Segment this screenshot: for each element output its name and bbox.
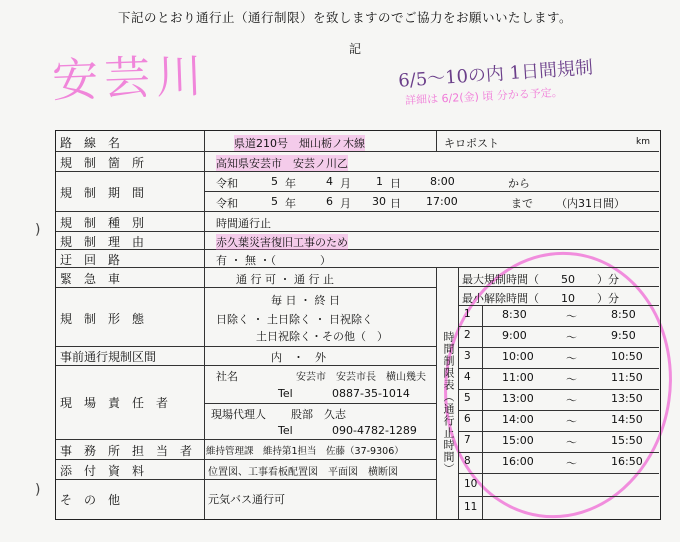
slot-end: 11:50 (611, 371, 643, 384)
period-start-m: 月 (340, 177, 351, 190)
slot-number: 8 (464, 455, 471, 467)
period-end-month: 6 (326, 195, 333, 208)
label-attach: 添 付 資 料 (60, 464, 145, 478)
ki-mark: 記 (349, 42, 362, 56)
handwritten-note: 6/5〜10の内 1日間規制 (397, 57, 594, 92)
period-end-era: 令和 (216, 197, 238, 210)
company-label: 社名 (216, 370, 238, 383)
kilopost-label: キロポスト (444, 137, 499, 150)
label-road: 路 線 名 (60, 136, 121, 150)
handwritten-subnote: 詳細は 6/2(金) 頃 分かる予定。 (404, 85, 564, 108)
company-value: 安芸市 安芸市長 横山幾夫 (296, 372, 426, 383)
label-detour: 迂 回 路 (60, 253, 121, 267)
label-other: そ の 他 (60, 493, 121, 507)
period-end-suffix: まで (511, 197, 533, 210)
period-start-y: 年 (285, 177, 296, 190)
slot-end: 14:50 (611, 413, 643, 426)
period-end-m: 月 (340, 197, 351, 210)
tel-label: Tel (278, 387, 293, 400)
slot-start: 8:30 (502, 308, 527, 321)
period-end-day: 30 (372, 195, 386, 208)
intro-text: 下記のとおり通行止（通行制限）を致しますのでご協力をお願いいたします。 (118, 10, 573, 25)
slot-end: 8:50 (611, 308, 636, 321)
slot-start: 10:00 (502, 350, 534, 363)
period-start-time: 8:00 (430, 175, 455, 188)
margin-bracket: ) (35, 222, 41, 238)
agent-value: 股部 久志 (291, 408, 346, 421)
slot-start: 14:00 (502, 413, 534, 426)
period-days: （内31日間） (556, 197, 625, 210)
office-value: 維持管理課 維持第1担当 佐藤（37-9306） (206, 446, 404, 457)
type-value: 時間通行止 (216, 217, 271, 230)
period-end-y: 年 (285, 197, 296, 210)
label-period: 規 制 期 間 (60, 186, 145, 200)
max-time: 最大規制時間（ 50 ）分 (462, 273, 619, 286)
label-advance: 事前通行規制区間 (60, 350, 157, 364)
slot-start: 11:00 (502, 371, 534, 384)
slot-end: 10:50 (611, 350, 643, 363)
label-place: 規 制 箇 所 (60, 156, 145, 170)
slot-start: 15:00 (502, 434, 534, 447)
label-form: 規 制 形 態 (60, 312, 145, 326)
km-unit: km (636, 137, 650, 147)
period-start-suffix: から (508, 177, 530, 190)
period-start-month: 4 (326, 175, 333, 188)
slot-number: 1 (464, 308, 471, 320)
period-start-year: 5 (271, 175, 278, 188)
form-line2: 日除く ・ 土日除く ・ 日祝除く (216, 313, 373, 326)
slot-number: 4 (464, 371, 471, 383)
schedule-side-label: 時間制限表（通行止時間） (442, 331, 455, 475)
detour-value: 有 ・ 無 ・（ ） (216, 254, 331, 267)
period-end-year: 5 (271, 195, 278, 208)
label-person: 現 場 責 任 者 (60, 396, 169, 410)
slot-number: 5 (464, 392, 471, 404)
tel-value: 0887-35-1014 (332, 387, 410, 400)
period-end-time: 17:00 (426, 195, 458, 208)
slot-tilde: 〜 (566, 310, 577, 323)
slot-number: 2 (464, 329, 471, 341)
attach-value: 位置図、工事看板配置図 平面図 横断図 (208, 467, 398, 478)
slot-number: 3 (464, 350, 471, 362)
label-type: 規 制 種 別 (60, 216, 145, 230)
slot-end: 15:50 (611, 434, 643, 447)
reason-value: 赤久葉災害復旧工事のため (216, 236, 348, 249)
slot-start: 13:00 (502, 392, 534, 405)
period-start-day: 1 (376, 175, 383, 188)
slot-tilde: 〜 (566, 352, 577, 365)
margin-bracket: ) (35, 482, 41, 498)
slot-tilde: 〜 (566, 373, 577, 386)
slot-start: 16:00 (502, 455, 534, 468)
slot-start: 9:00 (502, 329, 527, 342)
agent-label: 現場代理人 (211, 408, 266, 421)
slot-number: 10 (464, 478, 478, 490)
form-line1: 毎 日 ・ 終 日 (271, 294, 340, 307)
slot-tilde: 〜 (566, 436, 577, 449)
slot-end: 9:50 (611, 329, 636, 342)
slot-number: 11 (464, 501, 478, 513)
slot-number: 7 (464, 434, 471, 446)
slot-tilde: 〜 (566, 457, 577, 470)
slot-tilde: 〜 (566, 415, 577, 428)
place-value: 高知県安芸市 安芸ノ川乙 (216, 157, 348, 170)
other-value: 元気バス通行可 (208, 493, 285, 506)
period-start-era: 令和 (216, 177, 238, 190)
period-end-d: 日 (390, 197, 401, 210)
form-line3: 土日祝除く・その他（ ） (256, 330, 388, 343)
road-value: 県道210号 畑山栃ノ木線 (234, 137, 365, 150)
slot-tilde: 〜 (566, 394, 577, 407)
slot-end: 16:50 (611, 455, 643, 468)
period-start-d: 日 (390, 177, 401, 190)
label-emergency: 緊 急 車 (60, 272, 121, 286)
slot-end: 13:50 (611, 392, 643, 405)
emergency-value: 通 行 可 ・ 通 行 止 (236, 273, 334, 286)
label-reason: 規 制 理 由 (60, 235, 145, 249)
label-office: 事 務 所 担 当 者 (60, 444, 193, 458)
advance-value: 内 ・ 外 (271, 351, 326, 364)
slot-number: 6 (464, 413, 471, 425)
handwritten-title: 安芸川 (51, 48, 209, 108)
slot-tilde: 〜 (566, 331, 577, 344)
min-time: 最小解除時間（ 10 ）分 (462, 292, 619, 305)
regulation-table (55, 130, 661, 520)
tel2-value: 090-4782-1289 (332, 424, 417, 437)
tel2-label: Tel (278, 424, 293, 437)
